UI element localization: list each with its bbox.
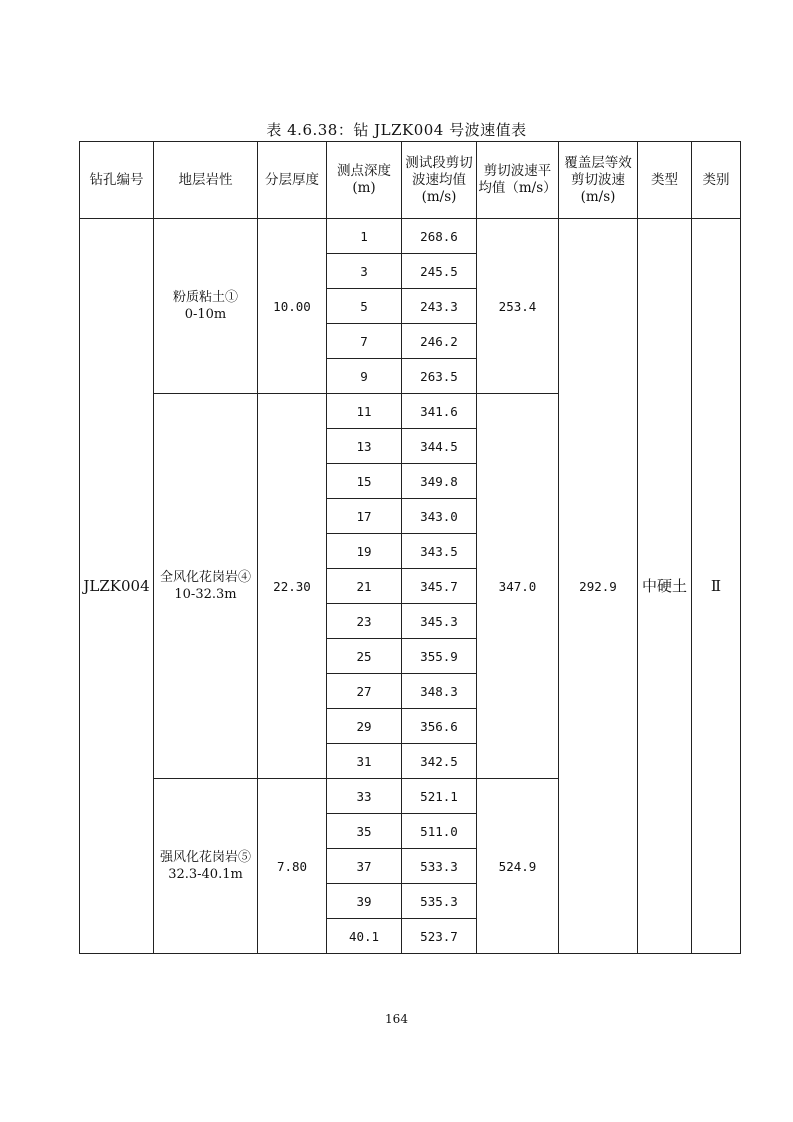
velocity-cell: 349.8 <box>402 464 477 499</box>
header-category: 类别 <box>692 142 741 219</box>
velocity-cell: 245.5 <box>402 254 477 289</box>
velocity-cell: 523.7 <box>402 919 477 954</box>
table-row <box>80 219 741 254</box>
velocity-cell: 342.5 <box>402 744 477 779</box>
depth-cell: 15 <box>327 464 402 499</box>
thickness-cell: 10.00 <box>258 219 327 394</box>
header-row <box>80 142 741 219</box>
velocity-cell: 243.3 <box>402 289 477 324</box>
depth-cell: 1 <box>327 219 402 254</box>
velocity-cell: 535.3 <box>402 884 477 919</box>
stratum-cell: 全风化花岗岩④ 10-32.3m <box>154 394 258 779</box>
depth-cell: 3 <box>327 254 402 289</box>
thickness-cell: 22.30 <box>258 394 327 779</box>
site-category-cell: Ⅱ <box>692 219 741 954</box>
depth-cell: 39 <box>327 884 402 919</box>
velocity-cell: 533.3 <box>402 849 477 884</box>
equivalent-velocity-cell: 292.9 <box>559 219 638 954</box>
velocity-cell: 263.5 <box>402 359 477 394</box>
velocity-cell: 343.0 <box>402 499 477 534</box>
depth-cell: 25 <box>327 639 402 674</box>
depth-cell: 40.1 <box>327 919 402 954</box>
header-thickness: 分层厚度 <box>258 142 327 219</box>
depth-cell: 37 <box>327 849 402 884</box>
layer-average-cell: 253.4 <box>477 219 559 394</box>
velocity-cell: 348.3 <box>402 674 477 709</box>
depth-cell: 29 <box>327 709 402 744</box>
depth-cell: 27 <box>327 674 402 709</box>
depth-cell: 9 <box>327 359 402 394</box>
velocity-cell: 355.9 <box>402 639 477 674</box>
layer-average-cell: 524.9 <box>477 779 559 954</box>
velocity-cell: 345.3 <box>402 604 477 639</box>
velocity-cell: 511.0 <box>402 814 477 849</box>
velocity-cell: 268.6 <box>402 219 477 254</box>
depth-cell: 19 <box>327 534 402 569</box>
depth-cell: 5 <box>327 289 402 324</box>
header-borehole: 钻孔编号 <box>80 142 154 219</box>
velocity-cell: 521.1 <box>402 779 477 814</box>
header-equivalent-velocity: 覆盖层等效 剪切波速 (m/s) <box>559 142 638 219</box>
velocity-cell: 344.5 <box>402 429 477 464</box>
stratum-cell: 强风化花岗岩⑤ 32.3-40.1m <box>154 779 258 954</box>
wave-velocity-table <box>79 141 741 954</box>
depth-cell: 17 <box>327 499 402 534</box>
velocity-cell: 343.5 <box>402 534 477 569</box>
depth-cell: 31 <box>327 744 402 779</box>
table-caption: 表 4.6.38：钻 JLZK004 号波速值表 <box>266 121 527 139</box>
velocity-cell: 345.7 <box>402 569 477 604</box>
header-depth: 测点深度 (m) <box>327 142 402 219</box>
site-type-cell: 中硬土 <box>638 219 692 954</box>
depth-cell: 21 <box>327 569 402 604</box>
thickness-cell: 7.80 <box>258 779 327 954</box>
stratum-cell: 粉质粘土① 0-10m <box>154 219 258 394</box>
velocity-cell: 246.2 <box>402 324 477 359</box>
page-number: 164 <box>385 1012 408 1026</box>
velocity-cell: 341.6 <box>402 394 477 429</box>
velocity-cell: 356.6 <box>402 709 477 744</box>
depth-cell: 23 <box>327 604 402 639</box>
depth-cell: 35 <box>327 814 402 849</box>
depth-cell: 7 <box>327 324 402 359</box>
depth-cell: 11 <box>327 394 402 429</box>
borehole-id: JLZK004 <box>80 219 154 954</box>
layer-average-cell: 347.0 <box>477 394 559 779</box>
depth-cell: 33 <box>327 779 402 814</box>
header-stratum: 地层岩性 <box>154 142 258 219</box>
header-average-velocity: 剪切波速平 均值（m/s） <box>477 142 559 219</box>
header-type: 类型 <box>638 142 692 219</box>
header-segment-velocity: 测试段剪切 波速均值 (m/s) <box>402 142 477 219</box>
table-body <box>80 219 741 954</box>
depth-cell: 13 <box>327 429 402 464</box>
